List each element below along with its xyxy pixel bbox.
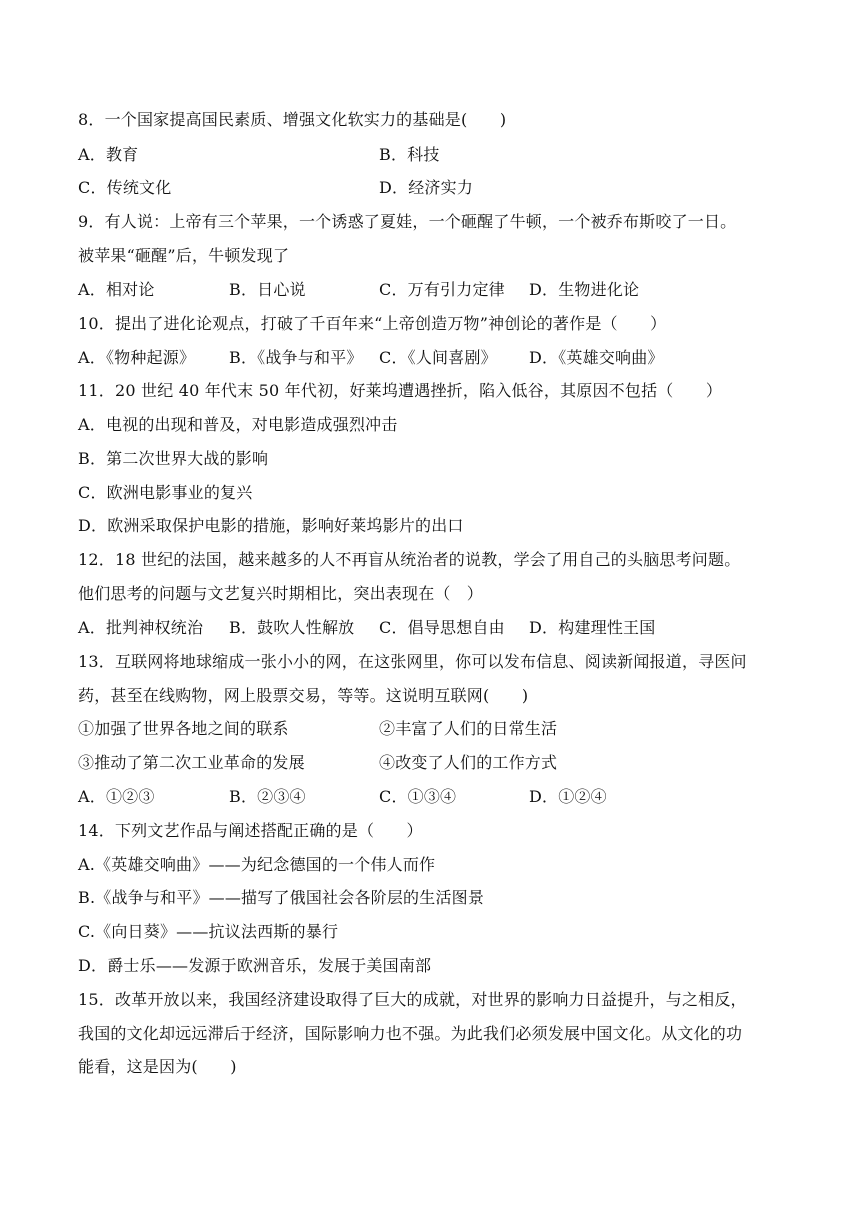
question-14-option-a: A.《英雄交响曲》——为纪念德国的一个伟人而作 — [78, 855, 436, 874]
question-10-option-d: D．《英雄交响曲》 — [529, 348, 664, 367]
question-13-statement-4: ④改变了人们的工作方式 — [379, 753, 558, 772]
question-15-stem-line-1: 15．改革开放以来，我国经济建设取得了巨大的成就，对世界的影响力日益提升，与之相反， — [78, 990, 747, 1009]
question-13-statement-2: ②丰富了人们的日常生活 — [379, 719, 558, 738]
question-10-option-b: B．《战争与和平》 — [229, 348, 363, 367]
question-10-stem: 10．提出了进化论观点，打破了千百年来“上帝创造万物”神创论的著作是（ ） — [78, 314, 667, 333]
question-14-option-c: C.《向日葵》——抗议法西斯的暴行 — [78, 922, 339, 941]
question-10-option-c: C．《人间喜剧》 — [379, 348, 497, 367]
question-13-statement-1: ①加强了世界各地之间的联系 — [78, 719, 289, 738]
question-11-option-d: D．欧洲采取保护电影的措施，影响好莱坞影片的出口 — [78, 516, 464, 535]
question-8-option-c: C．传统文化 — [78, 178, 172, 197]
question-13-statement-3: ③推动了第二次工业革命的发展 — [78, 753, 305, 772]
question-13-option-a: A．①②③ — [78, 787, 155, 806]
question-11-option-c: C．欧洲电影事业的复兴 — [78, 483, 253, 502]
question-12-option-d: D．构建理性王国 — [529, 618, 656, 637]
question-9-stem-line-2: 被苹果“砸醒”后，牛顿发现了 — [78, 246, 290, 265]
question-13-stem-line-1: 13．互联网将地球缩成一张小小的网，在这张网里，你可以发布信息、阅读新闻报道，寻医问 — [78, 652, 747, 671]
question-10-option-a: A．《物种起源》 — [78, 348, 196, 367]
question-9-option-c: C．万有引力定律 — [379, 280, 505, 299]
question-13-option-c: C．①③④ — [379, 787, 457, 806]
question-11-stem: 11．20 世纪 40 年代末 50 年代初，好莱坞遭遇挫折，陷入低谷，其原因不包括（ ） — [78, 381, 723, 400]
question-14-stem: 14．下列文艺作品与阐述搭配正确的是（ ） — [78, 821, 423, 840]
question-11-option-a: A．电视的出现和普及，对电影造成强烈冲击 — [78, 415, 398, 434]
question-9-stem-line-1: 9．有人说：上帝有三个苹果，一个诱惑了夏娃，一个砸醒了牛顿，一个被乔布斯咬了一日。 — [78, 212, 737, 231]
question-8-stem: 8．一个国家提高国民素质、增强文化软实力的基础是( ) — [78, 110, 507, 129]
question-13-option-d: D．①②④ — [529, 787, 607, 806]
question-9-option-b: B．日心说 — [229, 280, 306, 299]
question-11-option-b: B．第二次世界大战的影响 — [78, 449, 269, 468]
question-8-option-d: D．经济实力 — [379, 178, 474, 197]
question-14-option-d: D．爵士乐——发源于欧洲音乐，发展于美国南部 — [78, 956, 432, 975]
question-12-option-c: C．倡导思想自由 — [379, 618, 505, 637]
question-12-option-b: B．鼓吹人性解放 — [229, 618, 355, 637]
question-12-option-a: A．批判神权统治 — [78, 618, 204, 637]
question-13-option-b: B．②③④ — [229, 787, 306, 806]
question-9-option-d: D．生物进化论 — [529, 280, 640, 299]
question-15-stem-line-2: 我国的文化却远远滞后于经济，国际影响力也不强。为此我们必须发展中国文化。从文化的功 — [78, 1024, 743, 1043]
question-8-option-b: B．科技 — [379, 145, 440, 164]
question-12-stem-line-2: 他们思考的问题与文艺复兴时期相比，突出表现在（ ） — [78, 584, 484, 603]
question-13-stem-line-2: 药，甚至在线购物，网上股票交易，等等。这说明互联网( ) — [78, 686, 529, 705]
question-8-option-a: A．教育 — [78, 145, 139, 164]
question-9-option-a: A．相对论 — [78, 280, 155, 299]
question-14-option-b: B.《战争与和平》——描写了俄国社会各阶层的生活图景 — [78, 888, 485, 907]
question-12-stem-line-1: 12．18 世纪的法国，越来越多的人不再盲从统治者的说教，学会了用自己的头脑思考问题。 — [78, 550, 741, 569]
question-15-stem-line-3: 能看，这是因为( ) — [78, 1057, 237, 1076]
